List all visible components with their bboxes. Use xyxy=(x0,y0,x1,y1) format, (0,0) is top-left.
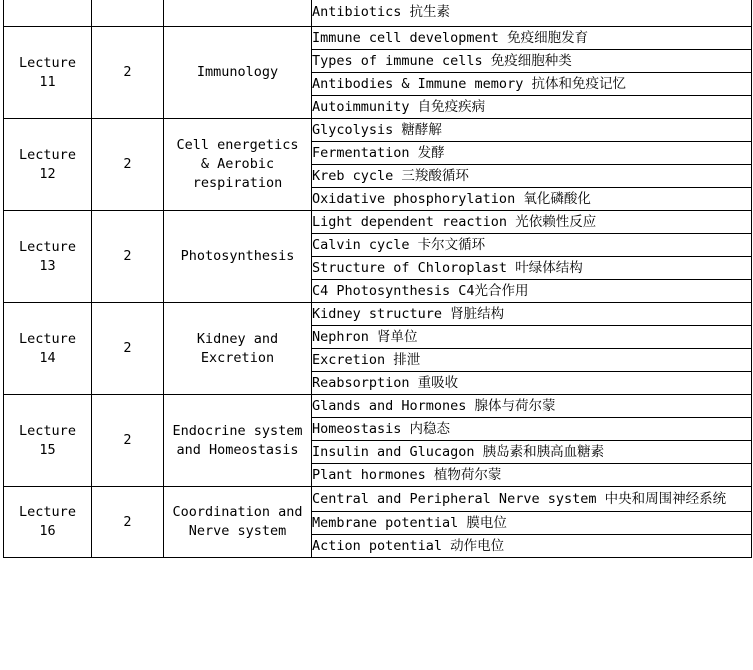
subtopic-cell: Structure of Chloroplast 叶绿体结构 xyxy=(312,257,752,280)
syllabus-table-body xyxy=(4,0,752,558)
lecture-cell: Lecture 15 xyxy=(4,395,92,487)
subtopic-cell: Reabsorption 重吸收 xyxy=(312,372,752,395)
subtopic-cell: Calvin cycle 卡尔文循环 xyxy=(312,234,752,257)
subtopic-cell: Fermentation 发酵 xyxy=(312,142,752,165)
table-row xyxy=(4,303,752,326)
hours-cell: 2 xyxy=(92,211,164,303)
table-row xyxy=(4,27,752,50)
subtopic-cell: Immune cell development 免疫细胞发育 xyxy=(312,27,752,50)
subtopic-cell: Action potential 动作电位 xyxy=(312,535,752,558)
lecture-cell: Lecture 14 xyxy=(4,303,92,395)
lecture-cell-empty xyxy=(4,0,92,27)
subtopic-cell: Antibodies & Immune memory 抗体和免疫记忆 xyxy=(312,73,752,96)
subtopic-cell: Autoimmunity 自免疫疾病 xyxy=(312,96,752,119)
subtopic-cell: Kidney structure 肾脏结构 xyxy=(312,303,752,326)
subtopic-cell: Insulin and Glucagon 胰岛素和胰高血糖素 xyxy=(312,441,752,464)
hours-cell: 2 xyxy=(92,27,164,119)
subtopic-cell: Glands and Hormones 腺体与荷尔蒙 xyxy=(312,395,752,418)
hours-cell: 2 xyxy=(92,395,164,487)
lecture-cell: Lecture 13 xyxy=(4,211,92,303)
lecture-cell: Lecture 11 xyxy=(4,27,92,119)
subtopic-cell: Nephron 肾单位 xyxy=(312,326,752,349)
hours-cell: 2 xyxy=(92,303,164,395)
subtopic-cell: Excretion 排泄 xyxy=(312,349,752,372)
table-row xyxy=(4,211,752,234)
subtopic-cell: Plant hormones 植物荷尔蒙 xyxy=(312,464,752,487)
subtopic-cell: Oxidative phosphorylation 氧化磷酸化 xyxy=(312,188,752,211)
subtopic-cell: Glycolysis 糖酵解 xyxy=(312,119,752,142)
lecture-cell: Lecture 12 xyxy=(4,119,92,211)
subtopic-cell: Membrane potential 膜电位 xyxy=(312,512,752,535)
topic-cell: Cell energetics & Aerobic respiration xyxy=(164,119,312,211)
topic-cell: Endocrine system and Homeostasis xyxy=(164,395,312,487)
subtopic-cell: C4 Photosynthesis C4光合作用 xyxy=(312,280,752,303)
hours-cell-empty xyxy=(92,0,164,27)
topic-cell: Immunology xyxy=(164,27,312,119)
topic-cell: Kidney and Excretion xyxy=(164,303,312,395)
table-row xyxy=(4,0,752,27)
hours-cell: 2 xyxy=(92,119,164,211)
lecture-cell: Lecture 16 xyxy=(4,487,92,558)
subtopic-cell: Homeostasis 内稳态 xyxy=(312,418,752,441)
subtopic-cell: Central and Peripheral Nerve system 中央和周围神经系统 xyxy=(312,487,752,512)
subtopic-cell: Antibiotics 抗生素 xyxy=(312,0,752,27)
table-row xyxy=(4,395,752,418)
subtopic-cell: Light dependent reaction 光依赖性反应 xyxy=(312,211,752,234)
topic-cell: Coordination and Nerve system xyxy=(164,487,312,558)
syllabus-table xyxy=(3,0,752,558)
topic-cell: Photosynthesis xyxy=(164,211,312,303)
hours-cell: 2 xyxy=(92,487,164,558)
table-row xyxy=(4,119,752,142)
topic-cell-empty xyxy=(164,0,312,27)
table-row xyxy=(4,487,752,512)
subtopic-cell: Types of immune cells 免疫细胞种类 xyxy=(312,50,752,73)
subtopic-cell: Kreb cycle 三羧酸循环 xyxy=(312,165,752,188)
